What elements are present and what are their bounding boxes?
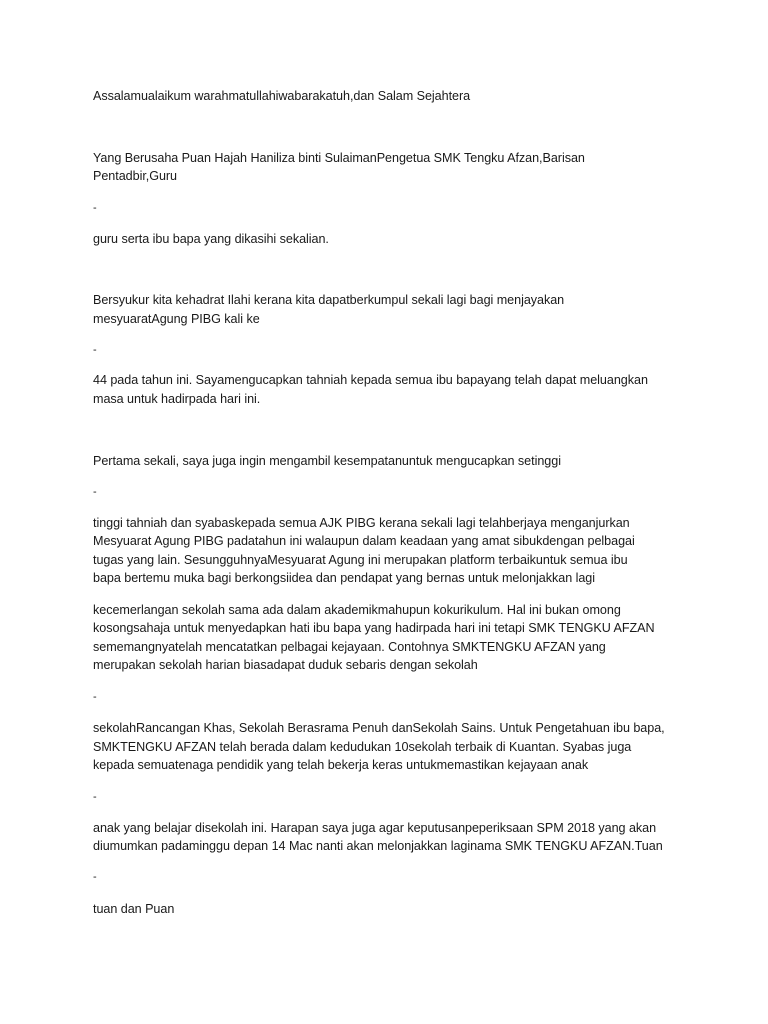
separator-dash: - <box>93 344 97 356</box>
excellence-line-3: sememangnyatelah mencatatkan pelbagai kejayaan. Contohnya SMKTENGKU AFZAN yang <box>93 640 606 654</box>
achievement-line-2: SMKTENGKU AFZAN telah berada dalam kedudukan 10sekolah terbaik di Kuantan. Syabas juga <box>93 740 632 754</box>
salutation-line-2: Pentadbir,Guru <box>93 169 178 183</box>
paragraph-first-line: Pertama sekali, saya juga ingin mengambil kesempatanuntuk mengucapkan setinggi <box>93 454 561 468</box>
thanks-line-3: tugas yang lain. SesungguhnyaMesyuarat Agung ini merupakan platform terbaikuntuk semua ibu <box>93 553 628 567</box>
greeting-line: Assalamualaikum warahmatullahiwabarakatuh,dan Salam Sejahtera <box>93 89 471 103</box>
excellence-line-4: merupakan sekolah harian biasadapat duduk sebaris dengan sekolah <box>93 658 478 672</box>
separator-dash: - <box>93 691 97 703</box>
salutation-line-1: Yang Berusaha Puan Hajah Haniliza binti SulaimanPengetua SMK Tengku Afzan,Barisan <box>93 151 585 165</box>
spm-line-1: anak yang belajar disekolah ini. Harapan saya juga agar keputusanpeperiksaan SPM 2018 yang akan <box>93 821 657 835</box>
congrats-line-2: masa untuk hadirpada hari ini. <box>93 392 261 406</box>
excellence-line-1: kecemerlangan sekolah sama ada dalam akademikmahupun kokurikulum. Hal ini bukan omong <box>93 603 621 617</box>
separator-dash: - <box>93 791 97 803</box>
separator-dash: - <box>93 871 97 883</box>
achievement-line-1: sekolahRancangan Khas, Sekolah Berasrama Penuh danSekolah Sains. Untuk Pengetahuan ibu bapa, <box>93 721 665 735</box>
separator-dash: - <box>93 486 97 498</box>
gratitude-line-2: mesyuaratAgung PIBG kali ke <box>93 312 260 326</box>
separator-dash: - <box>93 202 97 214</box>
congrats-line-1: 44 pada tahun ini. Sayamengucapkan tahniah kepada semua ibu bapayang telah dapat meluangkan <box>93 373 648 387</box>
achievement-line-3: kepada semuatenaga pendidik yang telah bekerja keras untukmemastikan kejayaan anak <box>93 758 589 772</box>
audience-line: guru serta ibu bapa yang dikasihi sekalian. <box>93 232 329 246</box>
excellence-line-2: kosongsahaja untuk menyedapkan hati ibu bapa yang hadirpada hari ini tetapi SMK TENGKU AFZAN <box>93 621 655 635</box>
spm-line-2: diumumkan padaminggu depan 14 Mac nanti akan melonjakkan laginama SMK TENGKU AFZAN.Tuan <box>93 839 663 853</box>
thanks-line-1: tinggi tahniah dan syabaskepada semua AJK PIBG kerana sekali lagi telahberjaya menganjurkan <box>93 516 630 530</box>
closing-line: tuan dan Puan <box>93 902 175 916</box>
gratitude-line-1: Bersyukur kita kehadrat Ilahi kerana kita dapatberkumpul sekali lagi bagi menjayakan <box>93 293 565 307</box>
thanks-line-4: bapa bertemu muka bagi berkongsiidea dan pendapat yang bernas untuk melonjakkan lagi <box>93 571 595 585</box>
thanks-line-2: Mesyuarat Agung PIBG padatahun ini walaupun dalam keadaan yang amat sibukdengan pelbagai <box>93 534 635 548</box>
